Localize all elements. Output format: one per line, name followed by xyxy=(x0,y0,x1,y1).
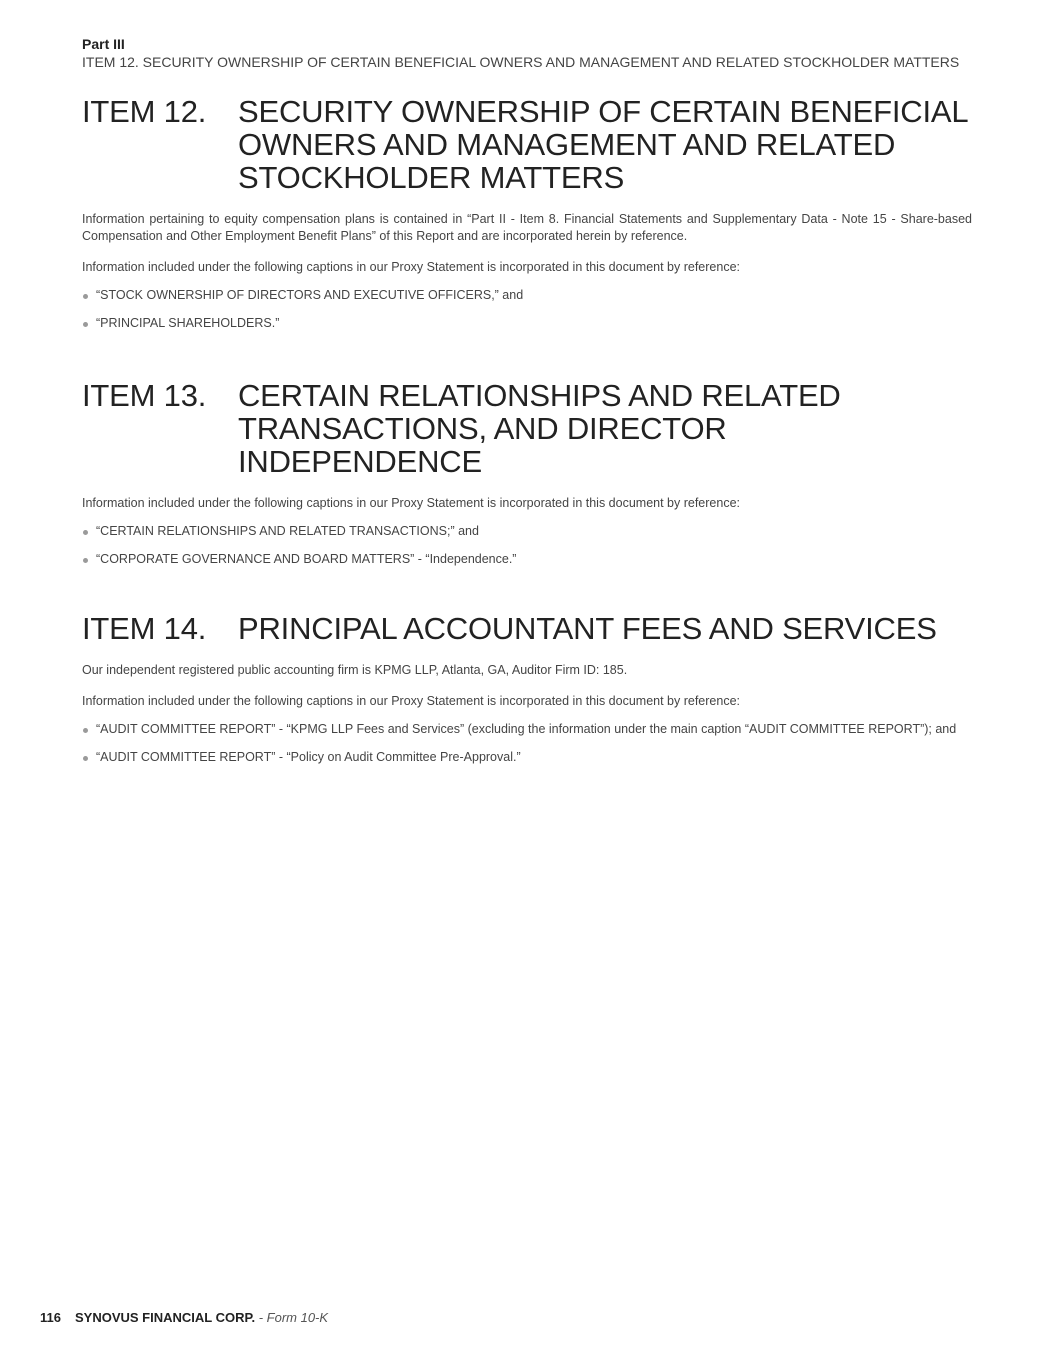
bullet-icon xyxy=(83,530,88,535)
bullet-icon xyxy=(83,558,88,563)
list-item: “CERTAIN RELATIONSHIPS AND RELATED TRANSACTIONS;” and xyxy=(82,523,972,540)
item-14-paragraph-2: Information included under the following captions in our Proxy Statement is incorporated in this document by reference: xyxy=(82,694,741,708)
page-footer xyxy=(40,1310,328,1325)
page-content xyxy=(82,36,972,766)
item-12-paragraph-1: Information pertaining to equity compensation plans is contained in “Part II - Item 8. Financial Statements and Supplementary Data - Note 15 - Share-based Compensation and Other Employment Benefit Plans” of this Report and are incorporated herein by reference. xyxy=(82,212,972,243)
item-12-title: SECURITY OWNERSHIP OF CERTAIN BENEFICIAL OWNERS AND MANAGEMENT AND RELATED STOCKHOLDER MATTERS xyxy=(238,94,968,195)
form-type: - Form 10-K xyxy=(255,1310,329,1325)
item-13-caption-list xyxy=(82,523,972,568)
item-14-number: ITEM 14. xyxy=(82,611,207,646)
bullet-icon xyxy=(83,756,88,761)
bullet-icon xyxy=(83,322,88,327)
item-12-number: ITEM 12. xyxy=(82,94,207,129)
item-12-heading xyxy=(82,95,972,194)
item-14-caption-list xyxy=(82,721,972,766)
list-item: “PRINCIPAL SHAREHOLDERS.” xyxy=(82,315,972,332)
item-13-heading xyxy=(82,379,972,478)
bullet-icon xyxy=(83,294,88,299)
item-12-caption-list xyxy=(82,287,972,332)
item-14-paragraph-1: Our independent registered public accounting firm is KPMG LLP, Atlanta, GA, Auditor Firm ID: 185. xyxy=(82,663,628,677)
item-13-number: ITEM 13. xyxy=(82,378,207,413)
running-header-title: ITEM 12. SECURITY OWNERSHIP OF CERTAIN BENEFICIAL OWNERS AND MANAGEMENT AND RELATED STOCKHOLDER MATTERS xyxy=(82,54,960,70)
item-13-paragraph-1: Information included under the following captions in our Proxy Statement is incorporated in this document by reference: xyxy=(82,496,741,510)
item-12-paragraph-2: Information included under the following captions in our Proxy Statement is incorporated in this document by reference: xyxy=(82,260,741,274)
item-14-title: PRINCIPAL ACCOUNTANT FEES AND SERVICES xyxy=(238,611,937,646)
list-item: “AUDIT COMMITTEE REPORT” - “Policy on Audit Committee Pre-Approval.” xyxy=(82,749,972,766)
page-number: 116 xyxy=(40,1310,61,1325)
list-item: “AUDIT COMMITTEE REPORT” - “KPMG LLP Fees and Services” (excluding the information under the main caption “AUDIT COMMITTEE REPORT”); and xyxy=(82,721,972,738)
part-label: Part III xyxy=(82,36,125,52)
company-name: SYNOVUS FINANCIAL CORP. xyxy=(74,1310,256,1325)
item-13-title: CERTAIN RELATIONSHIPS AND RELATED TRANSACTIONS, AND DIRECTOR INDEPENDENCE xyxy=(238,378,841,479)
item-14-heading xyxy=(82,612,972,645)
bullet-icon xyxy=(83,728,88,733)
list-item: “CORPORATE GOVERNANCE AND BOARD MATTERS” - “Independence.” xyxy=(82,551,972,568)
list-item: “STOCK OWNERSHIP OF DIRECTORS AND EXECUTIVE OFFICERS,” and xyxy=(82,287,972,304)
